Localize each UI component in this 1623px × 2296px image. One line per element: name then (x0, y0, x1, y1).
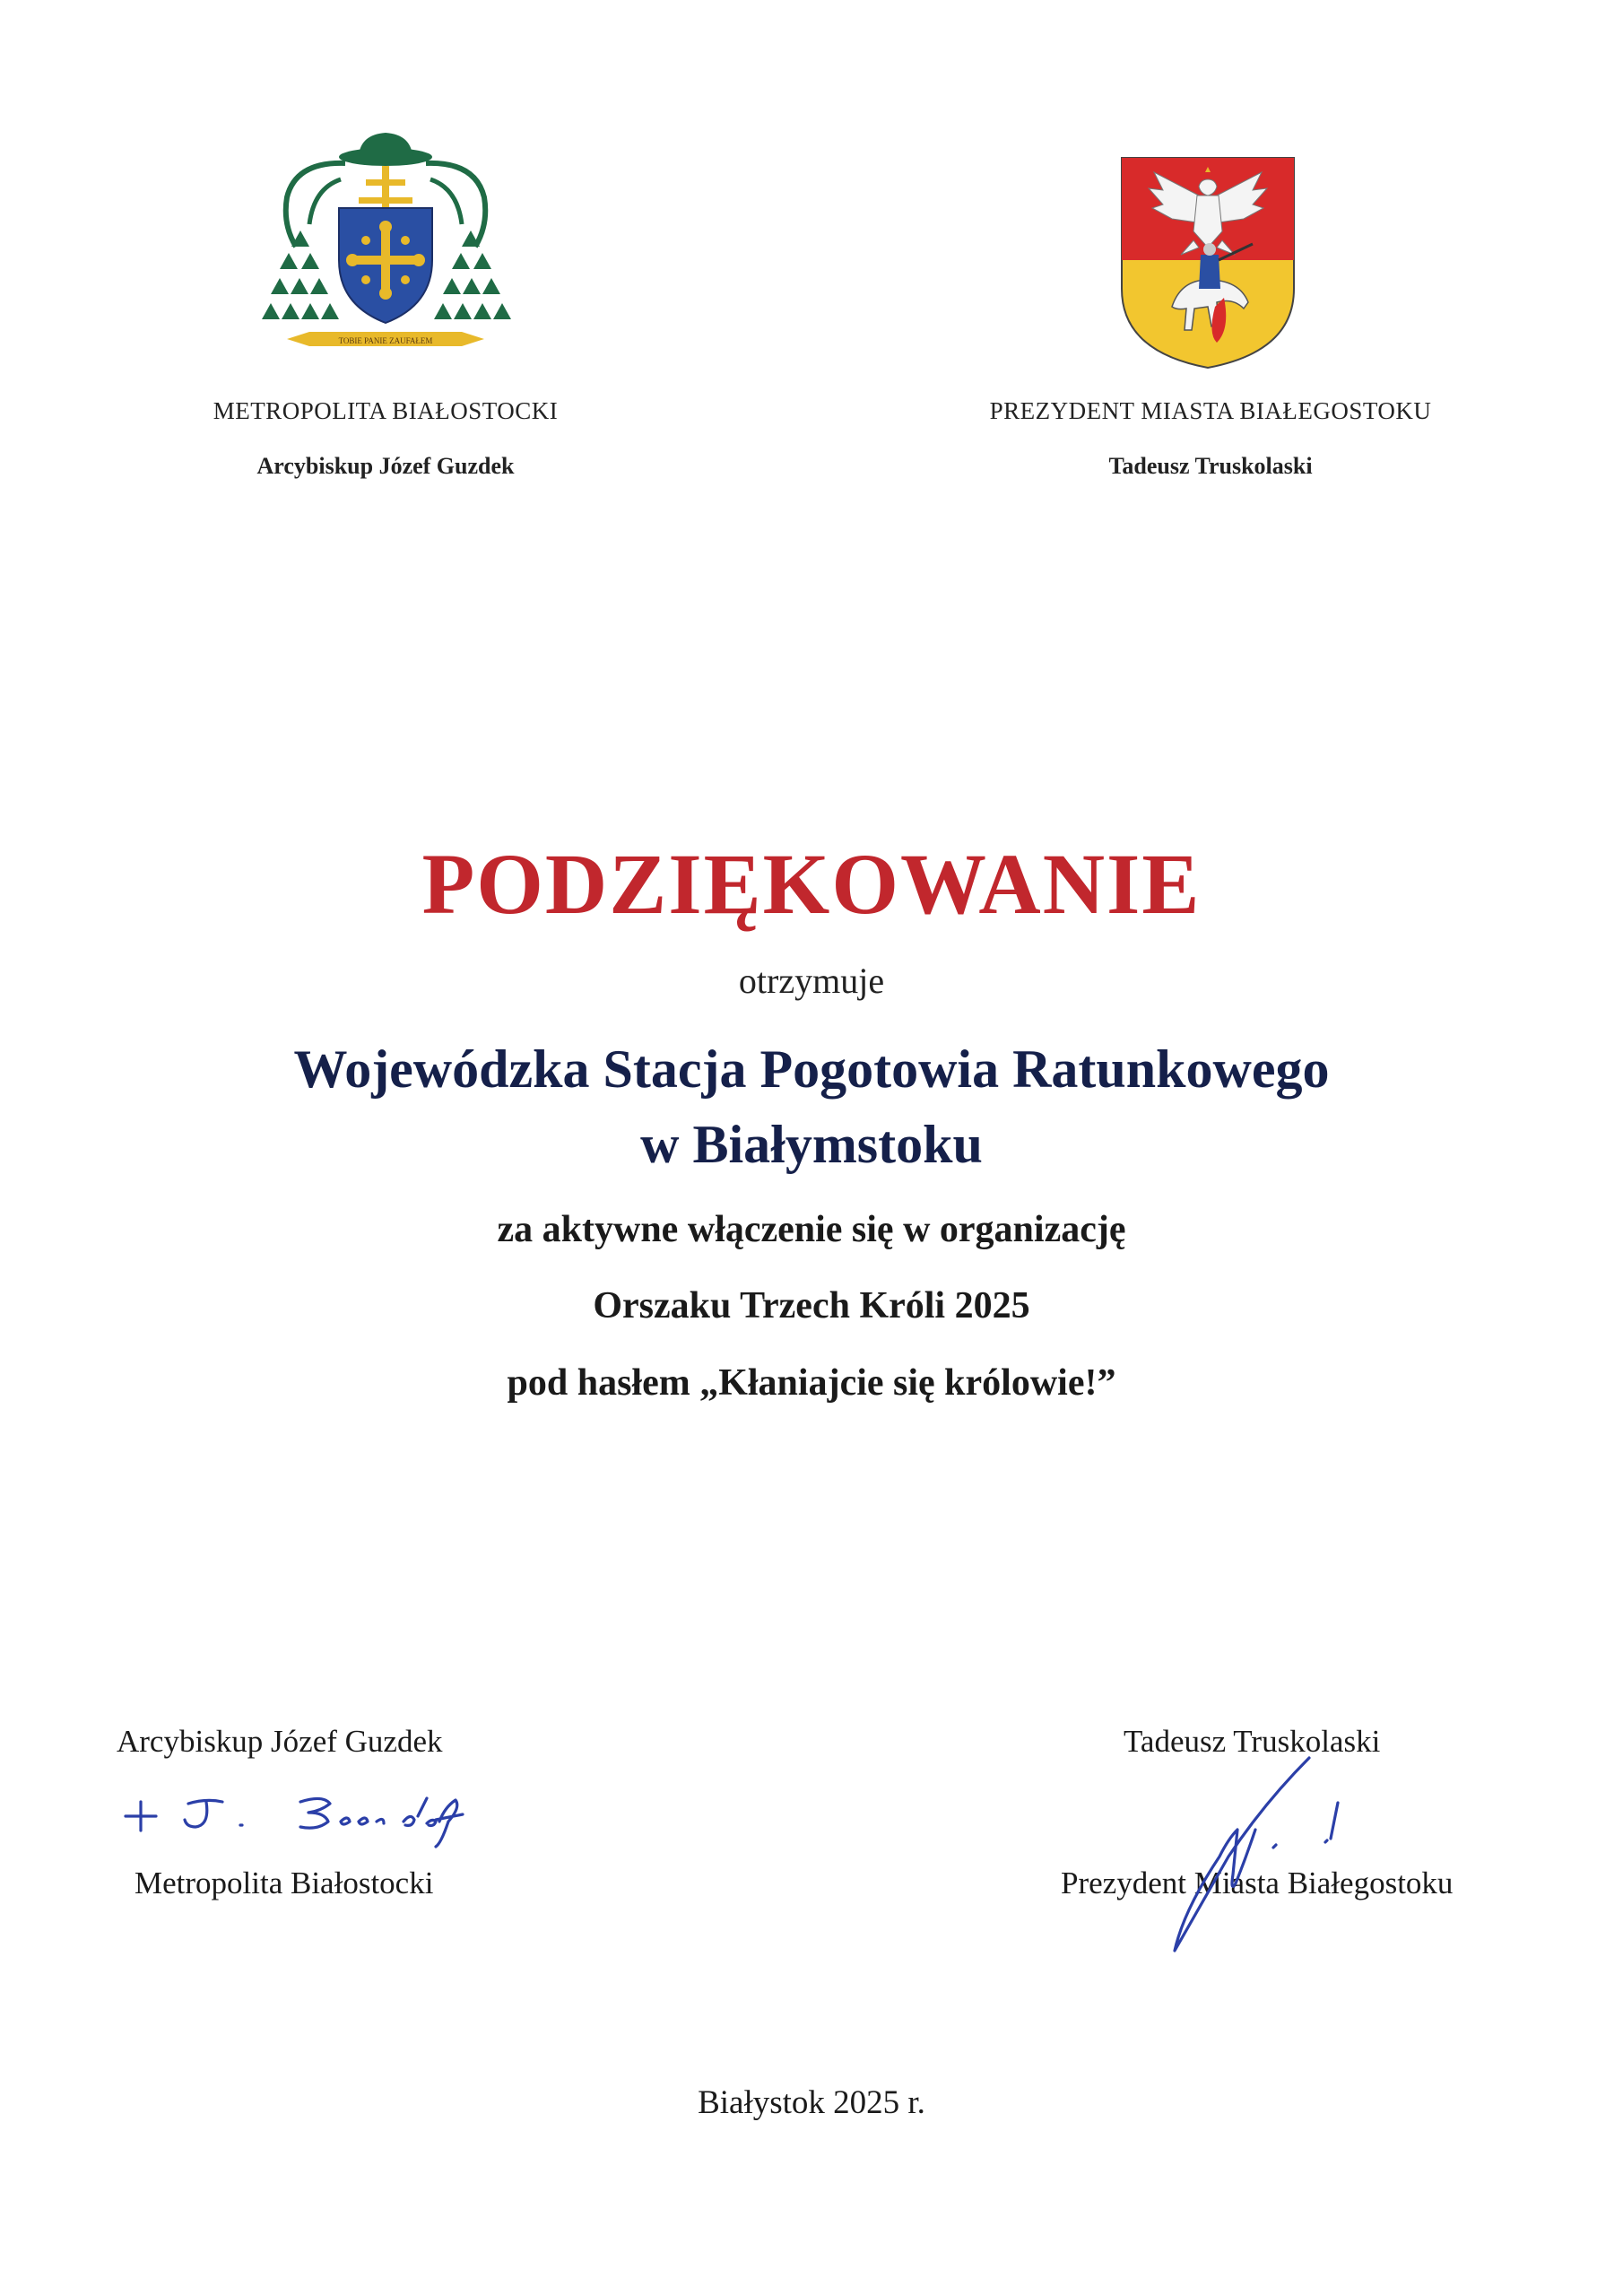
signature-left-role: Metropolita Białostocki (135, 1866, 434, 1900)
reason-line-1: za aktywne włączenie się w organizację (497, 1209, 1126, 1250)
recipient-name (0, 1031, 1623, 1182)
reason-line-2: Orszaku Trzech Króli 2025 (593, 1285, 1030, 1326)
header-left-title: METROPOLITA BIAŁOSTOCKI (213, 397, 559, 424)
reason-line-3: pod hasłem „Kłaniajcie się królowie!” (507, 1362, 1116, 1404)
header-left-name: Arcybiskup Józef Guzdek (256, 453, 515, 479)
signature-left-name: Arcybiskup Józef Guzdek (117, 1724, 443, 1759)
receives-label: otrzymuje (738, 961, 885, 1001)
signature-right-handwriting (1130, 1749, 1363, 1964)
place-date: Białystok 2025 r. (698, 2084, 925, 2121)
signature-left-handwriting (117, 1780, 547, 1852)
archbishop-coat-of-arms-icon (260, 126, 511, 377)
header-right-name: Tadeusz Truskolaski (1108, 453, 1313, 479)
signature-right-role: Prezydent Miasta Białegostoku (1061, 1866, 1454, 1900)
bialystok-coat-of-arms-icon (1118, 154, 1298, 371)
motto-text: TOBIE PANIE ZAUFAŁEM (338, 336, 433, 345)
recipient-line-1: Wojewódzka Stacja Pogotowia Ratunkowego (293, 1039, 1330, 1099)
page-title: PODZIĘKOWANIE (421, 836, 1202, 932)
signature-right-name: Tadeusz Truskolaski (1124, 1724, 1381, 1759)
header-right-title: PREZYDENT MIASTA BIAŁEGOSTOKU (989, 397, 1432, 424)
recipient-line-2: w Białymstoku (640, 1115, 983, 1174)
